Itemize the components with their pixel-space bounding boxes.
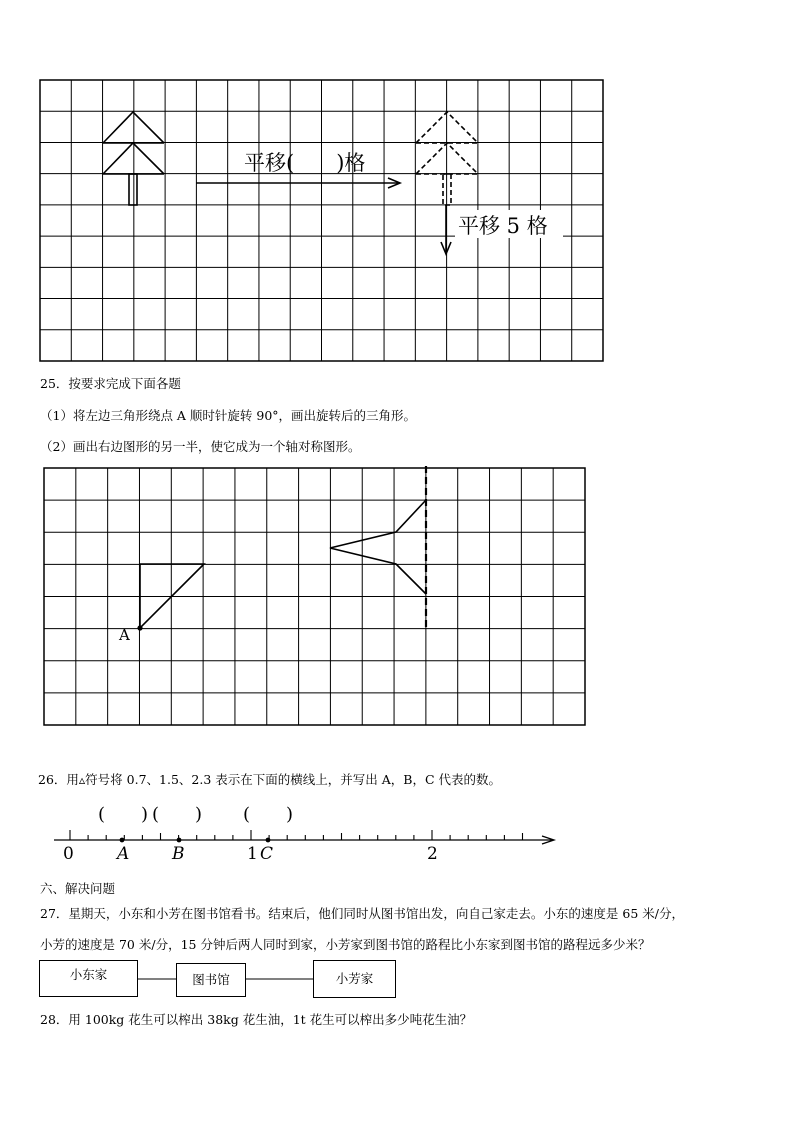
translate-right-arrow [196,178,400,188]
paren-a: ( ) [98,804,149,825]
point-c-mark [266,838,271,843]
point-a-dot [137,625,142,630]
label-a: A [117,844,130,864]
q26-title: 26．用▵符号将 0.7、1.5、2.3 表示在下面的横线上，并写出 A，B，C 代表的数。 [38,772,501,787]
q27-line2: 小芳的速度是 70 米/分，15 分钟后两人同时到家，小芳家到图书馆的路程比小东家到图书馆的路程远多少米？ [40,937,651,952]
label-b: B [172,844,185,864]
translate-amount-label: 平移( )格 [244,151,366,175]
point-a-mark [120,838,125,843]
label-c: C [260,844,274,864]
number-line-figure [0,795,794,870]
q25-part1: （1）将左边三角形绕点 A 顺时针旋转 90°，画出旋转后的三角形。 [40,408,417,423]
translation-grid-figure [0,0,794,370]
translate-down-label: 平移 5 格 [458,214,548,238]
q28-text: 28．用 100kg 花生可以榨出 38kg 花生油，1t 花生可以榨出多少吨花生油？ [40,1012,473,1027]
q25-part2: （2）画出右边图形的另一半，使它成为一个轴对称图形。 [40,439,361,454]
half-symmetric-shape [330,500,426,594]
library-box: 图书馆 [176,963,246,997]
tick-label-2: 2 [427,844,438,864]
paren-c: ( ) [243,804,294,825]
q25-title: 25．按要求完成下面各题 [40,376,181,391]
tick-label-1: 1 [247,844,258,864]
xiaofang-home-box: 小芳家 [313,960,396,998]
rotation-symmetry-grid-figure [0,460,794,730]
xiaodong-home-box: 小东家 [39,960,138,997]
translate-down-arrow [441,205,451,254]
q27-line1: 27．星期天，小东和小芳在图书馆看书。结束后，他们同时从图书馆出发，向自己家走去。小东的速度是 65 米/分， [40,906,684,921]
section-6-title: 六、解决问题 [40,881,116,896]
tick-label-0: 0 [63,844,74,864]
point-a-label: A [119,626,130,644]
point-b-mark [177,838,182,843]
paren-b: ( ) [152,804,203,825]
